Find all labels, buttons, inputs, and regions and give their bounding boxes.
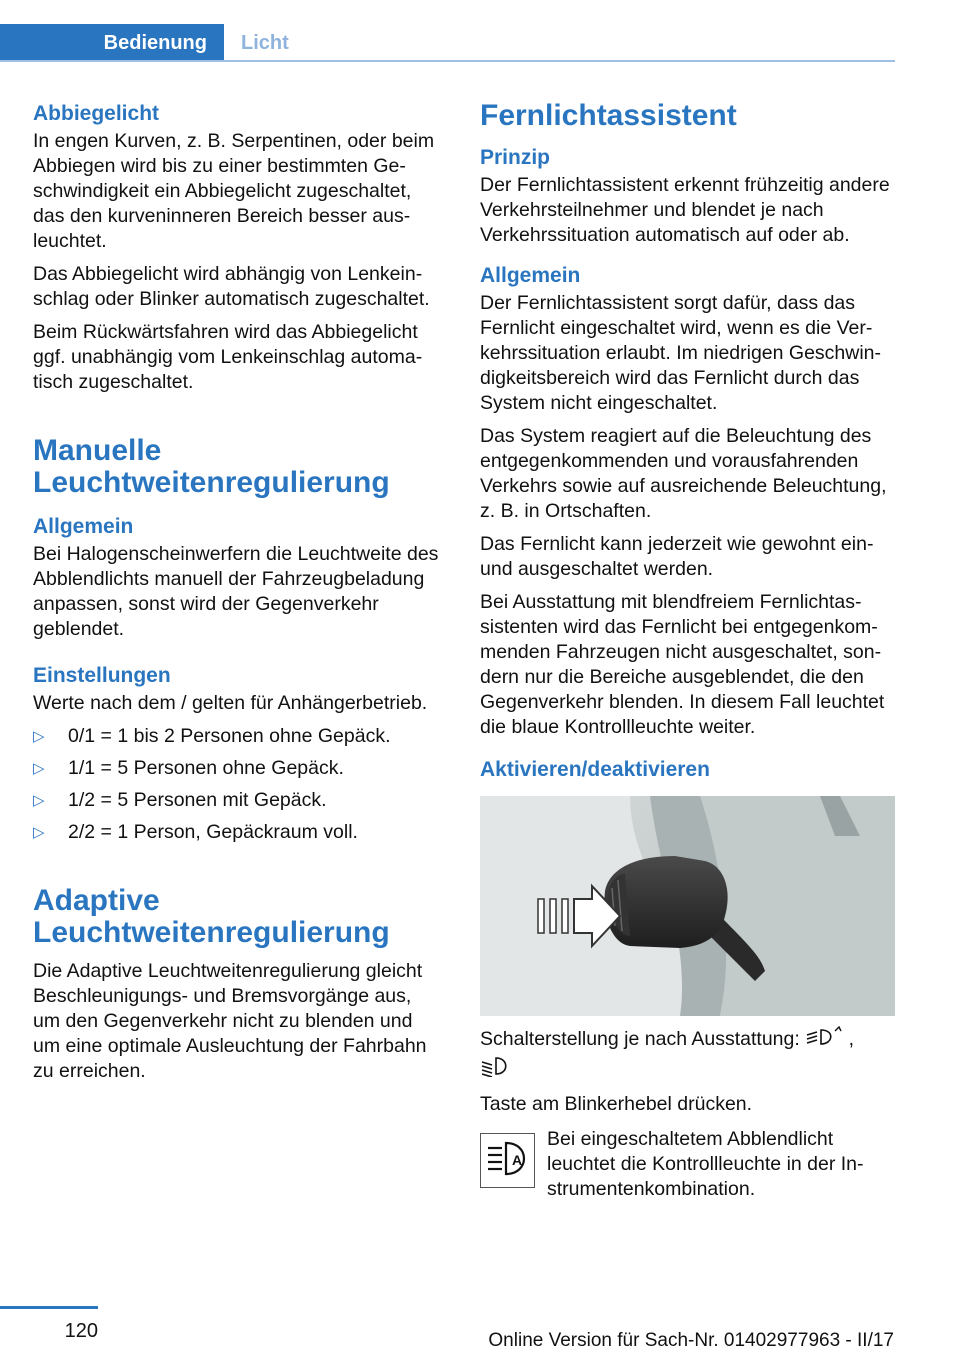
prinzip-text: Der Fernlichtassistent erkennt frühzeitig andere Verkehrsteilnehmer und blendet je nach Verkehrssituation automatisch auf oder ab. [480, 174, 890, 246]
page-number: 120 [64, 1320, 98, 1342]
right-column [480, 100, 895, 1207]
abbiegelicht-paragraph-2: Das Abbiegelicht wird abhängig von Lenkeinschlag oder Blinker automatisch zugeschaltet. [33, 263, 430, 310]
abbiegelicht-heading: Abbiegelicht [33, 102, 160, 125]
list-item: ▷ 1/1 = 5 Personen ohne Gepäck. [33, 757, 344, 779]
abbiegelicht-paragraph-3: Beim Rückwärtsfahren wird das Abbiegelicht ggf. unabhängig vom Lenkeinschlag automatisch zugeschaltet. [33, 321, 423, 393]
allgemein-paragraph-3: Das Fernlicht kann jederzeit wie gewohnt ein- und ausgeschaltet werden. [480, 533, 874, 580]
manuelle-allgemein-heading: Allgemein [33, 515, 134, 538]
high-beam-assistant-icon [805, 1026, 843, 1055]
left-column [33, 100, 443, 1092]
triangle-bullet-icon: ▷ [33, 792, 45, 809]
allgemein-paragraph-4: Bei Ausstattung mit blendfreiem Fernlichtassistenten wird das Fernlicht bei entgegenkommenden Fahrzeugen nicht ausgeschaltet, sondern nur die Bereiche ausgeblendet, die den Gegenverkehr blenden. In diesem Fall leuchtet die blaue Kontrollleuchte weiter. [480, 591, 885, 738]
prinzip-heading: Prinzip [480, 146, 551, 169]
taste-text: Taste am Blinkerhebel drücken. [480, 1093, 753, 1115]
note-text: Bei eingeschaltetem Abblendlicht leuchtet die Kontrollleuchte in der Instrumentenkombination. [547, 1128, 864, 1200]
adaptive-text: Die Adaptive Leuchtweitenregulierung gleicht Beschleunigungs- und Bremsvorgänge aus, um den Gegenverkehr nicht zu blenden und um eine optimale Ausleuchtung der Fahrbahn zu erreichen. [33, 960, 427, 1082]
allgemein-heading: Allgemein [480, 264, 581, 287]
switch-position-text: Schalterstellung je nach Ausstattung: , [480, 1026, 895, 1084]
triangle-bullet-icon: ▷ [33, 824, 45, 841]
einstellungen-heading: Einstellungen [33, 664, 171, 687]
allgemein-paragraph-1: Der Fernlichtassistent sorgt dafür, dass das Fernlicht eingeschaltet wird, wenn es die Verkehrssituation erlaubt. Im niedrigen Geschwindigkeitsbereich wird das Fernlicht durch das System nicht eingeschaltet. [480, 292, 882, 414]
tab-bedienung: Bedienung [0, 24, 224, 62]
header-divider [0, 60, 895, 62]
turn-signal-lever-image [480, 796, 895, 1016]
footer-divider [0, 1306, 98, 1309]
abbiegelicht-paragraph-1: In engen Kurven, z. B. Serpentinen, oder beim Abbiegen wird bis zu einer bestimmten Geschwindigkeit ein Abbiegelicht zugeschaltet, das den kurveninneren Bereich besser ausleuchtet. [33, 130, 435, 252]
svg-text:A: A [512, 1152, 523, 1168]
list-item: ▷ 0/1 = 1 bis 2 Personen ohne Gepäck. [33, 725, 391, 747]
header-tabs [0, 24, 895, 62]
adaptive-title: Adaptive Leuchtweitenregulierung [33, 884, 390, 949]
fernlichtassistent-title: Fernlichtassistent [480, 99, 737, 132]
aktivieren-heading: Aktivieren/deaktivieren [480, 758, 710, 781]
triangle-bullet-icon: ▷ [33, 760, 45, 777]
einstellungen-list [33, 724, 443, 845]
high-beam-assistant-indicator-icon [480, 1133, 535, 1188]
list-item: ▷ 2/2 = 1 Person, Gepäckraum voll. [33, 821, 358, 843]
list-item: ▷ 1/2 = 5 Personen mit Gepäck. [33, 789, 327, 811]
tab-licht: Licht [241, 32, 289, 54]
online-version-text: Online Version für Sach-Nr. 01402977963 - II/17 [488, 1330, 894, 1351]
allgemein-paragraph-2: Das System reagiert auf die Beleuchtung des entgegenkommenden und vorausfahrenden Verkehrs sowie auf ausreichende Beleuchtung, z. B. in Ortschaften. [480, 425, 887, 522]
low-beam-icon [480, 1055, 510, 1084]
indicator-note [480, 1127, 895, 1207]
manuelle-title: Manuelle Leuchtweitenregulierung [33, 434, 390, 499]
triangle-bullet-icon: ▷ [33, 728, 45, 745]
einstellungen-text: Werte nach dem / gelten für Anhängerbetrieb. [33, 692, 428, 714]
manuelle-allgemein-text: Bei Halogenscheinwerfern die Leuchtweite des Abblendlichts manuell der Fahrzeugbeladung anpassen, sonst wird der Gegenverkehr geblendet. [33, 543, 439, 640]
